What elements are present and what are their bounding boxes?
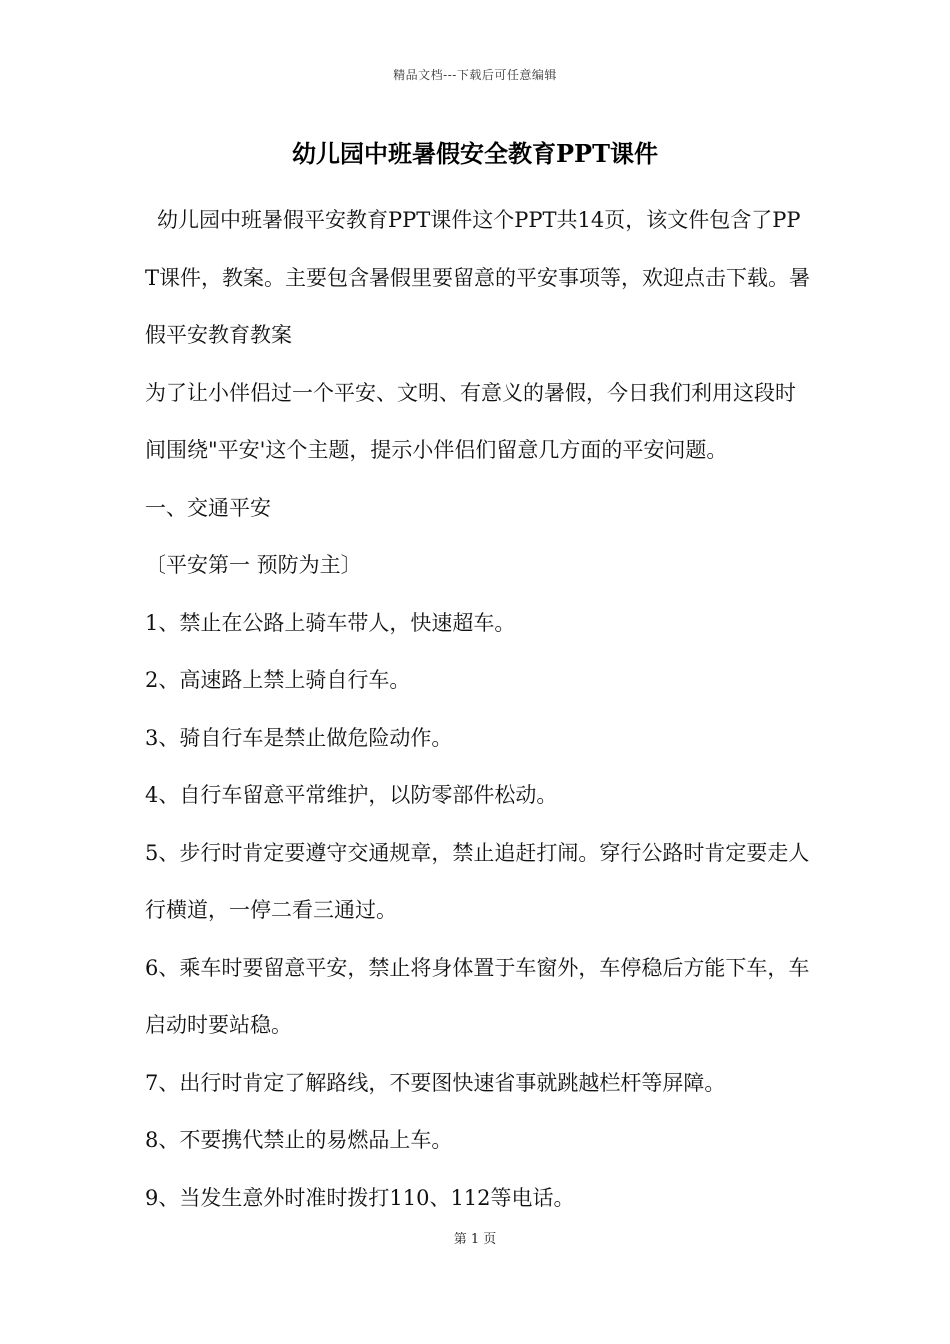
page-number: 第 1 页 — [453, 1232, 497, 1247]
list-item: 4、自行车留意平常维护，以防零部件松动。 — [145, 783, 558, 807]
section-motto: 〔平安第一 预防为主〕 — [145, 553, 362, 577]
list-item: 8、不要携代禁止的易燃品上车。 — [145, 1128, 453, 1152]
document-body — [145, 192, 811, 1227]
list-item: 1、禁止在公路上骑车带人，快速超车。 — [145, 610, 516, 635]
list-item: 5、步行时肯定要遵守交通规章，禁止追赶打闹。穿行公路时肯定要走人行横道，一停二看三通过。 — [145, 840, 810, 922]
list-item: 2、高速路上禁上骑自行车。 — [145, 668, 411, 692]
list-item: 3、骑自行车是禁止做危险动作。 — [145, 725, 453, 750]
header-note: 精品文档---下载后可任意编辑 — [393, 68, 557, 82]
list-item: 7、出行时肯定了解路线，不要图快速省事就跳越栏杆等屏障。 — [145, 1070, 726, 1095]
list-item: 6、乘车时要留意平安，禁止将身体置于车窗外，车停稳后方能下车，车启动时要站稳。 — [145, 955, 810, 1037]
document-title: 幼儿园中班暑假安全教育PPT课件 — [292, 139, 658, 168]
intro-paragraph: 幼儿园中班暑假平安教育PPT课件这个PPT共14页，该文件包含了PPT课件，教案。主要包含暑假里要留意的平安事项等，欢迎点击下载。暑假平安教育教案 — [145, 208, 811, 347]
section-heading: 一、交通平安 — [145, 495, 271, 520]
intro-paragraph-2: 为了让小伴侣过一个平安、文明、有意义的暑假，今日我们利用这段时间围绕"平安'这个主题，提示小伴侣们留意几方面的平安问题。 — [145, 380, 796, 462]
list-item: 9、当发生意外时准时拨打110、112等电话。 — [145, 1185, 575, 1210]
